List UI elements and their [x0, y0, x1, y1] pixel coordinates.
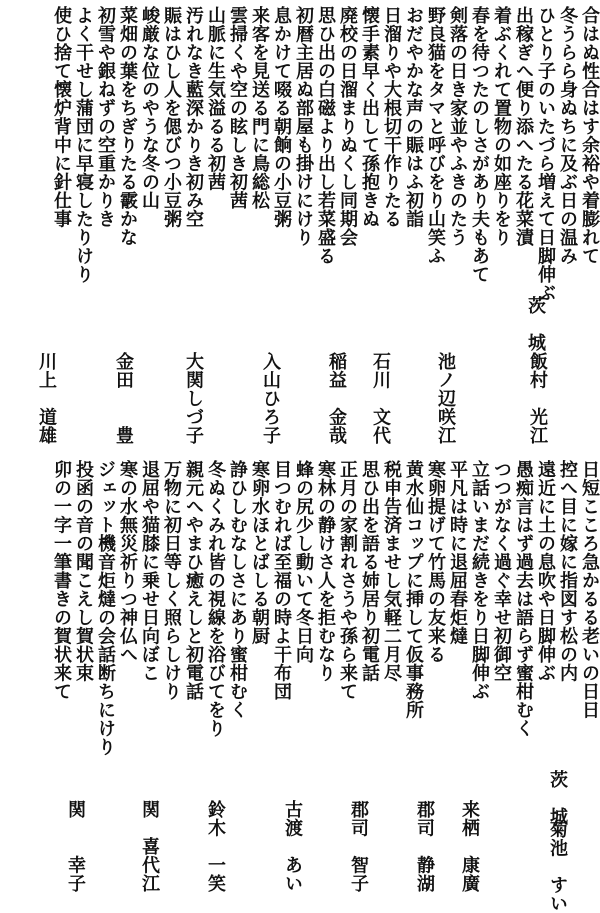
author-name: 川上 道雄 [36, 352, 57, 445]
poem: ひとり子のいたづら増えて日脚伸ぶ [535, 6, 556, 302]
poem: 汚れなき藍深かりき初み空 [183, 6, 204, 228]
poem: 春を待つたのしさがあり夫もあて [469, 6, 490, 284]
poem: 黄水仙コップに挿して仮事務所 [403, 460, 424, 719]
author-name: 池ノ辺咲江 [435, 352, 456, 445]
poem: 菜畑の葉をちぎりたる霰かな [117, 6, 138, 247]
poem: 投函の音の聞こえし賀状束 [73, 460, 94, 682]
author-name: 鈴木 一笑 [205, 800, 226, 893]
poem: 諍ひしむなしさにあり蜜柑むく [227, 460, 248, 719]
poem: 冬うらら身ぬちに及ぶ日の温み [557, 6, 578, 265]
region-label: 茨 城 [525, 296, 546, 352]
poem: ジェット機音炬燵の会話断ちにけり [95, 460, 116, 756]
poem: 思ひ出を語る姉居り初電話 [359, 460, 380, 682]
poem: 税申告済ませし気軽二月尽 [381, 460, 402, 682]
poem: 出稼ぎへ便り添へたる花菜漬 [513, 6, 534, 247]
poem: 野良猫をタマと呼びをり山笑ふ [425, 6, 446, 265]
poem: 遠近に土の息吹や日脚伸ぶ [535, 460, 556, 682]
poem: 賑はひし人を偲びつ小豆粥 [161, 6, 182, 228]
author-name: 石川 文代 [370, 352, 391, 445]
poem: 退屈や猫膝に乗せ日向ぼこ [139, 460, 160, 682]
poem: おだやかな声の賑はふ初詣 [403, 6, 424, 228]
author-name: 古渡 あい [282, 800, 303, 893]
poem: 蜂の尻少し動いて冬日向 [293, 460, 314, 664]
poem: 息かけて啜る朝餉の小豆粥 [271, 6, 292, 228]
author-name: 大関しづ子 [183, 352, 204, 445]
poem: 初雪や銀ねずの空重かりき [95, 6, 116, 228]
poem: つつがなく過ぐ幸せ初御空 [491, 460, 512, 682]
poem: 思ひ出の白磁より出し若菜盛る [315, 6, 336, 265]
poem: 寒卵水ほとばしる朝厨 [249, 460, 270, 645]
poem: 初暦主居ぬ部屋も掛けにけり [293, 6, 314, 247]
poem: 寒の水無災祈りつ神仏へ [117, 460, 138, 664]
poem: よく干せし蒲団に早寝したりけり [73, 6, 94, 284]
poem: 日溜りや大根切干作りたる [381, 6, 402, 228]
poem: 寒卵提げて竹馬の友来る [425, 460, 446, 664]
author-name: 金田 豊 [113, 352, 134, 445]
poem: 正月の家割れさうや孫ら来て [337, 460, 358, 701]
poem: 剣落の日き家並やふきのたう [447, 6, 468, 247]
poem: 控へ目に嫁に指図す松の内 [557, 460, 578, 682]
author-name: 関 喜代江 [139, 800, 160, 893]
author-name: 飯村 光江 [527, 352, 548, 445]
poem: 峻厳な位のやうな冬の山 [139, 6, 160, 210]
poem: 寒林の静けさ人を拒むなり [315, 460, 336, 682]
author-name: 郡司 静湖 [414, 800, 435, 893]
poem: 冬ぬくみれ皆の視線を浴びてをり [205, 460, 226, 738]
poem: 山脈に生気溢るる初茜 [205, 6, 226, 191]
poem: 卯の一字一筆書きの賀状来て [51, 460, 72, 701]
poem: 合はぬ性合はす余裕や着膨れて [579, 6, 600, 265]
poem: 着ぶくれて置物の如座りをり [491, 6, 512, 247]
poem: 立話いまだ続きをり日脚伸ぶ [469, 460, 490, 701]
author-name: 菊池 すい [547, 820, 568, 913]
poem: 日短こころ急かるる老いの日日 [579, 460, 600, 719]
region-label: 茨 城 [547, 770, 568, 826]
poem: 雲掃くや空の眩しき初茜 [227, 6, 248, 210]
poem: 目つむれば至福の時よ干布団 [271, 460, 292, 701]
author-name: 関 幸子 [65, 800, 86, 893]
poem: 平凡は時に退屈春炬燵 [447, 460, 468, 645]
poem: 懐手素早く出して孫抱きぬ [359, 6, 380, 228]
author-name: 稲益 金哉 [326, 352, 347, 445]
poem: 使ひ捨て懐炉背中に針仕事 [51, 6, 72, 228]
author-name: 郡司 智子 [348, 800, 369, 893]
poem: 万物に初日等しく照らしけり [161, 460, 182, 701]
poem: 愚痴言はず過去は語らず蜜柑むく [513, 460, 534, 738]
poem: 来客を見送る門に鳥総松 [249, 6, 270, 210]
author-name: 来栖 康廣 [459, 800, 480, 893]
poem: 廃校の日溜まりぬくし同期会 [337, 6, 358, 247]
author-name: 入山ひろ子 [260, 352, 281, 445]
poem: 親元へやまひ癒えしと初電話 [183, 460, 204, 701]
